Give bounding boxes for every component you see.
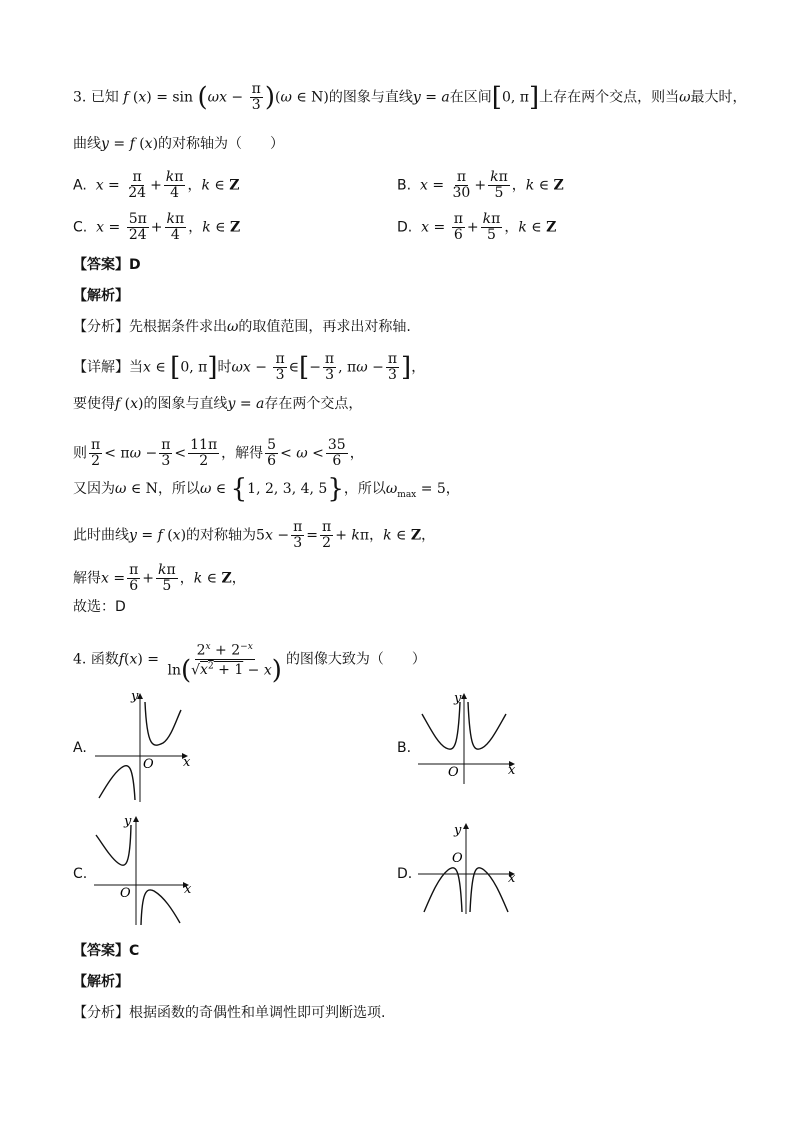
q3-detail-line6: 解得x = $\frac{\pi}{6}$ + $\frac{k\pi}{5}$ ，k ∈ Z， — [73, 562, 246, 594]
q3-option-a: A. x = $\frac{\pi}{24}$ + $\frac{k\pi}{4}$ ，k ∈ Z — [73, 169, 240, 201]
q3-detail-line5: 此时曲线y = f (x)的对称轴为5x − $\frac{\pi}{3}$ = $\frac{\pi}{2}$ + kπ，k ∈ Z， — [73, 519, 436, 551]
q3-option-b: B. x = $\frac{\pi}{30}$ + $\frac{k\pi}{5}$ ，k ∈ Z — [397, 169, 564, 201]
x-label: x — [183, 755, 191, 770]
q4-answer: 【答案】C — [73, 943, 140, 959]
q3-detail-line4: 又因为ω ∈ N，所以ω ∈ {1, 2, 3, 4, 5}，所以$\omega_{max} = 5$， — [73, 474, 460, 504]
curve-right — [141, 890, 180, 925]
q3-option-d: D. x = $\frac{\pi}{6}$ + $\frac{k\pi}{5}$ ，k ∈ Z — [397, 211, 557, 243]
q3-answer: 【答案】D — [73, 257, 141, 273]
q4-analysis-heading: 【解析】 — [73, 974, 129, 990]
q4-option-a-label: A. — [73, 740, 87, 756]
q3-analysis-heading: 【解析】 — [73, 288, 129, 304]
origin-label: O — [452, 851, 463, 866]
q3-fenxi: 【分析】先根据条件求出ω的取值范围，再求出对称轴. — [73, 319, 411, 335]
curve-right — [145, 702, 181, 745]
y-label: y — [454, 691, 462, 706]
q3-detail-line3: 则 $\frac{\pi}{2}$ < πω − $\frac{\pi}{3}$ < $\frac{11\pi}{2}$ ，解得 $\frac{5}{6}$ < ω < $\frac{35}{6}$ ， — [73, 437, 364, 469]
q4-graph-c — [92, 813, 202, 929]
q3-number: 3. — [73, 89, 87, 106]
origin-label: O — [448, 765, 459, 780]
q4-number: 4. — [73, 651, 87, 668]
y-label: y — [131, 689, 139, 704]
q4-stem: 4. 函数f(x) = $\frac{2^x + 2^{-x}}{\ln(√x^2 + 1 - x)}$ 的图像大致为（ ） — [73, 642, 426, 686]
q4-option-b-label: B. — [397, 740, 412, 756]
q3-option-c: C. x = $\frac{5\pi}{24}$ + $\frac{k\pi}{4}$ ，k ∈ Z — [73, 211, 241, 243]
y-label: y — [454, 823, 462, 838]
q3-detail-line2: 要使得f (x)的图象与直线y = a存在两个交点， — [73, 396, 363, 412]
q4-fenxi: 【分析】根据函数的奇偶性和单调性即可判断选项. — [73, 1005, 386, 1021]
y-label: y — [124, 814, 132, 829]
q4-graph-d — [416, 818, 526, 918]
origin-label: O — [120, 886, 131, 901]
q3-stem-line1: 3. 已知 f (x) = sin (ωx − $\frac{\pi}{3}$ )(ω ∈ N)的图象与直线y = a在区间[0, π]上存在两个交点，则当ω最大时， — [73, 81, 747, 113]
x-label: x — [184, 882, 192, 897]
q4-graph-b — [416, 688, 526, 788]
origin-label: O — [143, 757, 154, 772]
q4-graph-a — [95, 688, 205, 804]
q4-option-c-label: C. — [73, 866, 88, 882]
x-label: x — [508, 871, 516, 886]
curve-left — [99, 766, 135, 800]
curve-left — [96, 825, 131, 865]
curve-right — [468, 702, 506, 749]
q3-detail-line1: 【详解】当x ∈ [0, π]时ωx − $\frac{\pi}{3}$ ∈[− $\frac{\pi}{3}$ , πω − $\frac{\pi}{3}$ ]， — [73, 351, 426, 383]
q4-option-d-label: D. — [397, 866, 413, 882]
curve-left — [422, 702, 460, 749]
q3-choose: 故选：D — [73, 599, 126, 615]
q3-stem-line2: 曲线y = f (x)的对称轴为（ ） — [73, 136, 285, 152]
x-label: x — [508, 763, 516, 778]
